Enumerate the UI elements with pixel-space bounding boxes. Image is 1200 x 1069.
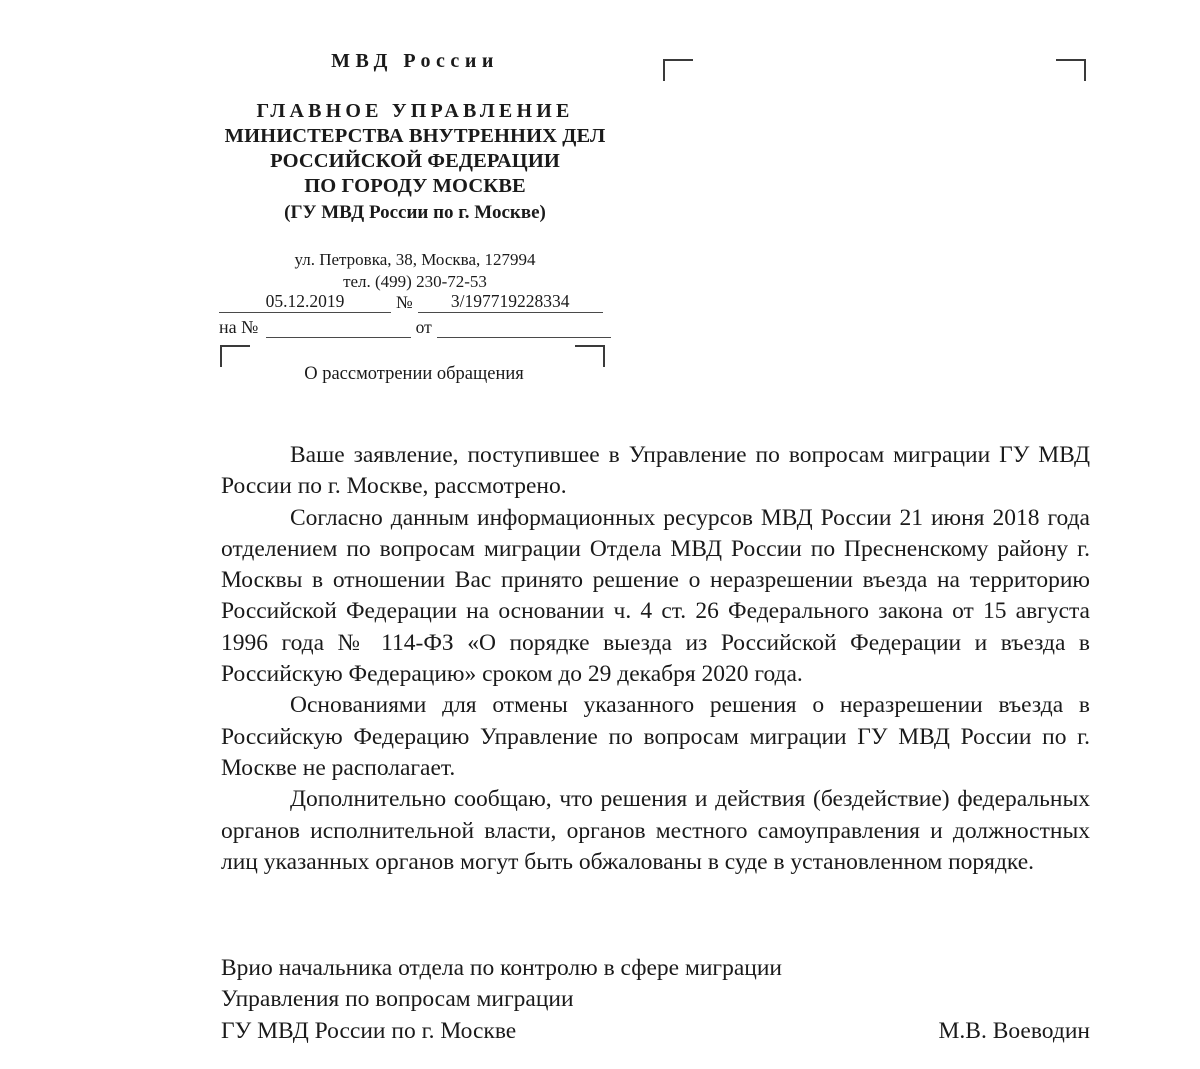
organization-line-1: ГЛАВНОЕ УПРАВЛЕНИЕ bbox=[256, 100, 574, 122]
letterhead bbox=[190, 48, 640, 293]
organization-line-4: ПО ГОРОДУ МОСКВЕ bbox=[304, 175, 526, 197]
incoming-number-label: на № bbox=[219, 317, 259, 337]
incoming-date-label: от bbox=[415, 317, 432, 337]
addressee-bracket-top-right-icon bbox=[1056, 59, 1086, 81]
signatory-title-line-1: Врио начальника отдела по контролю в сфере миграции bbox=[221, 955, 782, 981]
body-paragraph-3: Основаниями для отмены указанного решения о неразрешении въезда в Российскую Федерацию Управление по вопросам миграции ГУ МВД России по г. Москве не располагает. bbox=[221, 692, 1090, 781]
outgoing-number-value: 3/197719228334 bbox=[450, 291, 570, 311]
reference-row-outgoing bbox=[219, 288, 611, 313]
reference-block bbox=[219, 288, 611, 338]
organization-line-2: МИНИСТЕРСТВА ВНУТРЕННИХ ДЕЛ bbox=[224, 125, 606, 147]
organization-short-name: (ГУ МВД России по г. Москве) bbox=[284, 202, 546, 223]
signature-block bbox=[221, 953, 1090, 1047]
signatory-final-row bbox=[221, 1016, 1090, 1047]
postal-address: ул. Петровка, 38, Москва, 127994 bbox=[294, 250, 536, 269]
signatory-title-line-3: ГУ МВД России по г. Москве bbox=[221, 1017, 517, 1044]
address-block bbox=[190, 249, 640, 293]
body-paragraph-1: Ваше заявление, поступившее в Управление по вопросам миграции ГУ МВД России по г. Москве, рассмотрено. bbox=[221, 442, 1090, 500]
phone-number: тел. (499) 230-72-53 bbox=[343, 272, 487, 291]
outgoing-number-field[interactable] bbox=[418, 291, 603, 313]
signatory-name: М.В. Воеводин bbox=[938, 1017, 1090, 1044]
subject-line: О рассмотрении обращения bbox=[304, 364, 524, 384]
signatory-title-line-2: Управления по вопросам миграции bbox=[221, 986, 574, 1013]
reference-row-incoming bbox=[219, 313, 611, 338]
body-paragraph-2: Согласно данным информационных ресурсов МВД России 21 июня 2018 года отделением по вопросам миграции Отдела МВД России по Пресненскому району г. Москвы в отношении Вас принято решение о неразрешении въезда на территорию Российской Федерации на основании ч. 4 ст. 26 Федерального закона от 15 августа 1996 года № 114-ФЗ «О порядке выезда из Российской Федерации и въезда в Российскую Федерацию» сроком до 29 декабря 2020 года. bbox=[221, 504, 1090, 688]
outgoing-date-value: 05.12.2019 bbox=[265, 291, 345, 311]
addressee-bracket-top-left-icon bbox=[663, 59, 693, 81]
ministry-name: МВД России bbox=[331, 50, 499, 72]
incoming-date-field[interactable] bbox=[437, 316, 611, 338]
organization-block bbox=[190, 98, 640, 225]
body-paragraph-4: Дополнительно сообщаю, что решения и действия (бездействие) федеральных органов исполнительной власти, органов местного самоуправления и должностных лиц указанных органов могут быть обжалованы в суде в установленном порядке. bbox=[221, 786, 1090, 875]
incoming-number-field[interactable] bbox=[266, 316, 410, 338]
outgoing-date-field[interactable] bbox=[219, 291, 391, 313]
organization-line-3: РОССИЙСКОЙ ФЕДЕРАЦИИ bbox=[270, 150, 560, 172]
number-label: № bbox=[396, 292, 413, 312]
letter-body bbox=[221, 440, 1090, 878]
